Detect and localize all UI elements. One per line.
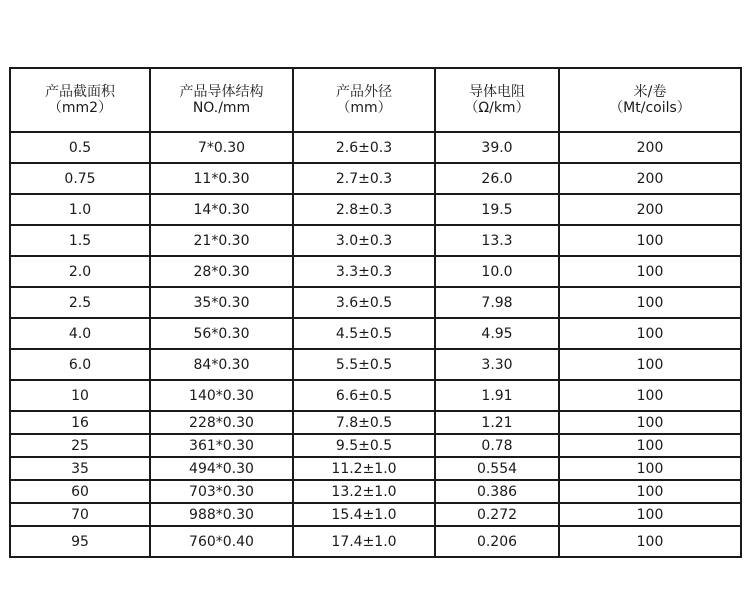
cell-outer-diameter: 4.5±0.5 [293,318,435,349]
cell-meters-per-coil: 100 [559,457,741,480]
cell-cross-section: 0.75 [10,163,150,194]
cell-conductor-structure: 703*0.30 [150,480,293,503]
header-label: 产品导体结构 [179,84,264,100]
cell-outer-diameter: 13.2±1.0 [293,480,435,503]
cell-conductor-structure: 988*0.30 [150,503,293,526]
table-row [10,225,741,256]
cell-outer-diameter: 9.5±0.5 [293,434,435,457]
cell-resistance: 10.0 [435,256,559,287]
cell-cross-section: 0.5 [10,132,150,163]
cell-outer-diameter: 11.2±1.0 [293,457,435,480]
cell-conductor-structure: 228*0.30 [150,411,293,434]
cell-conductor-structure: 11*0.30 [150,163,293,194]
cell-outer-diameter: 3.3±0.3 [293,256,435,287]
cell-conductor-structure: 21*0.30 [150,225,293,256]
cell-meters-per-coil: 100 [559,287,741,318]
cell-meters-per-coil: 100 [559,256,741,287]
cell-cross-section: 4.0 [10,318,150,349]
cell-resistance: 0.272 [435,503,559,526]
cell-cross-section: 2.0 [10,256,150,287]
cell-meters-per-coil: 200 [559,132,741,163]
cell-conductor-structure: 7*0.30 [150,132,293,163]
cell-resistance: 0.554 [435,457,559,480]
cell-meters-per-coil: 100 [559,480,741,503]
cell-cross-section: 2.5 [10,287,150,318]
cell-cross-section: 70 [10,503,150,526]
cell-cross-section: 1.5 [10,225,150,256]
table-row [10,526,741,557]
header-unit: （Mt/coils） [609,100,691,116]
cell-resistance: 1.91 [435,380,559,411]
cell-outer-diameter: 7.8±0.5 [293,411,435,434]
cell-cross-section: 6.0 [10,349,150,380]
cell-outer-diameter: 2.6±0.3 [293,132,435,163]
table-row [10,503,741,526]
header-label: 产品外径 [336,84,392,100]
cell-meters-per-coil: 100 [559,380,741,411]
cell-resistance: 13.3 [435,225,559,256]
cell-conductor-structure: 494*0.30 [150,457,293,480]
cell-outer-diameter: 2.8±0.3 [293,194,435,225]
cell-conductor-structure: 84*0.30 [150,349,293,380]
cell-cross-section: 60 [10,480,150,503]
cell-conductor-structure: 361*0.30 [150,434,293,457]
header-row [10,68,741,132]
cell-meters-per-coil: 100 [559,503,741,526]
header-label: 米/卷 [633,84,667,100]
cell-resistance: 3.30 [435,349,559,380]
header-conductor-resistance [435,68,559,132]
cell-resistance: 7.98 [435,287,559,318]
cell-conductor-structure: 28*0.30 [150,256,293,287]
table-header [10,68,741,132]
cell-resistance: 0.78 [435,434,559,457]
cell-outer-diameter: 5.5±0.5 [293,349,435,380]
cell-conductor-structure: 140*0.30 [150,380,293,411]
cell-meters-per-coil: 100 [559,225,741,256]
header-cross-section [10,68,150,132]
cell-resistance: 4.95 [435,318,559,349]
cell-conductor-structure: 760*0.40 [150,526,293,557]
cell-resistance: 0.386 [435,480,559,503]
cell-cross-section: 10 [10,380,150,411]
cell-conductor-structure: 14*0.30 [150,194,293,225]
cell-meters-per-coil: 100 [559,526,741,557]
header-unit: NO./mm [192,100,251,116]
cell-cross-section: 95 [10,526,150,557]
cell-outer-diameter: 3.6±0.5 [293,287,435,318]
header-label: 产品截面积 [45,84,115,100]
header-label: 导体电阻 [469,84,525,100]
cell-outer-diameter: 6.6±0.5 [293,380,435,411]
cell-resistance: 19.5 [435,194,559,225]
cell-meters-per-coil: 200 [559,163,741,194]
table-body [10,132,741,557]
table-row [10,349,741,380]
header-outer-diameter [293,68,435,132]
cell-resistance: 39.0 [435,132,559,163]
table-row [10,194,741,225]
cell-cross-section: 16 [10,411,150,434]
header-unit: （mm） [336,100,392,116]
cell-conductor-structure: 35*0.30 [150,287,293,318]
table-row [10,457,741,480]
header-conductor-structure [150,68,293,132]
cell-outer-diameter: 3.0±0.3 [293,225,435,256]
cell-meters-per-coil: 100 [559,349,741,380]
cell-meters-per-coil: 200 [559,194,741,225]
cell-meters-per-coil: 100 [559,318,741,349]
cell-resistance: 1.21 [435,411,559,434]
cell-resistance: 26.0 [435,163,559,194]
table-row [10,256,741,287]
table-row [10,132,741,163]
header-unit: （mm2） [47,100,113,116]
table-row [10,380,741,411]
table-row [10,318,741,349]
header-unit: （Ω/km） [464,100,530,116]
table-row [10,163,741,194]
cell-cross-section: 1.0 [10,194,150,225]
cell-conductor-structure: 56*0.30 [150,318,293,349]
table-row [10,434,741,457]
cell-outer-diameter: 15.4±1.0 [293,503,435,526]
table-row [10,480,741,503]
cell-meters-per-coil: 100 [559,411,741,434]
cell-cross-section: 35 [10,457,150,480]
table-row [10,287,741,318]
cell-resistance: 0.206 [435,526,559,557]
header-meters-per-coil [559,68,741,132]
table-row [10,411,741,434]
cell-meters-per-coil: 100 [559,434,741,457]
cell-cross-section: 25 [10,434,150,457]
cable-spec-table [9,67,742,558]
cell-outer-diameter: 2.7±0.3 [293,163,435,194]
cell-outer-diameter: 17.4±1.0 [293,526,435,557]
